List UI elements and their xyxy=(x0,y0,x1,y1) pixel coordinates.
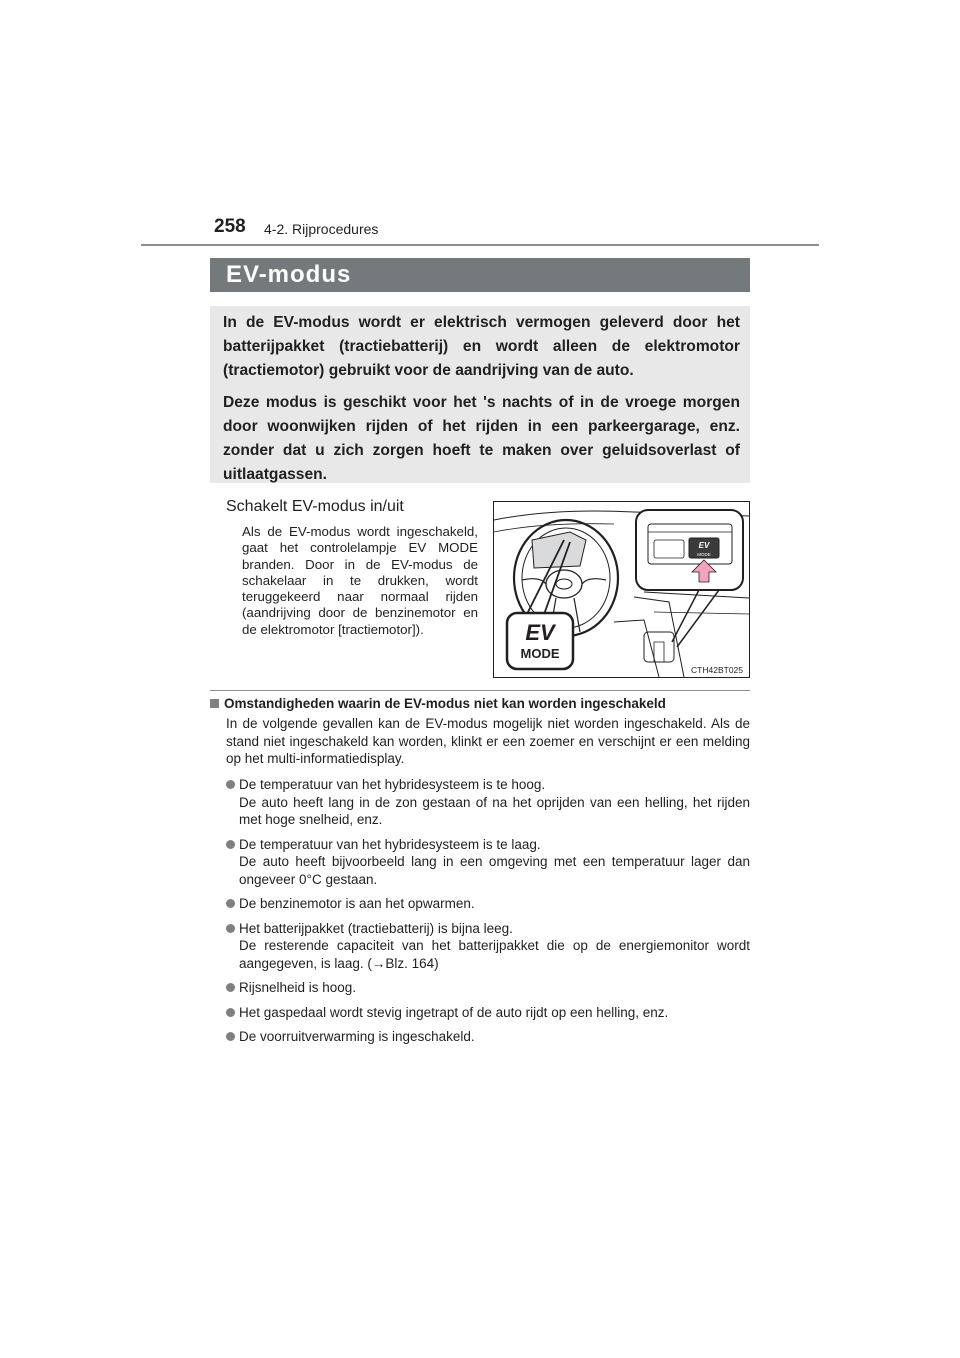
mode-indicator-label: MODE xyxy=(520,646,560,661)
list-item: De benzinemotor is aan het opwarmen. xyxy=(226,895,750,913)
list-item: Het batterijpakket (tractiebatterij) is bijna leeg. De resterende capaciteit van het batterijpakket die op de energiemonitor wordt aangegeven, is laag. (→Blz. 164) xyxy=(226,920,750,973)
page-number: 258 xyxy=(214,216,246,237)
list-item: De temperatuur van het hybridesysteem is te hoog. De auto heeft lang in de zon gestaan of na het oprijden van een helling, het rijden met hoge snelheid, enz. xyxy=(226,776,750,829)
subsection-heading xyxy=(210,696,666,711)
square-bullet-icon xyxy=(210,699,219,708)
button-mode-label: MODE xyxy=(697,552,711,557)
conditions-list xyxy=(226,776,750,1053)
list-item: Het gaspedaal wordt stevig ingetrapt of de auto rijdt op een helling, enz. xyxy=(226,1004,750,1022)
bullet-icon xyxy=(226,1032,235,1041)
step-description: Als de EV-modus wordt ingeschakeld, gaat het controlelampje EV MODE branden. Door in de EV-modus de schakelaar in te drukken, wordt teruggekeerd naar normaal rijden (aandrijving door de benzinemotor en de elektromotor [tractiemotor]). xyxy=(242,524,478,637)
intro-box xyxy=(210,306,750,483)
bullet-icon xyxy=(226,924,235,933)
button-ev-label: EV xyxy=(698,541,710,550)
list-item: De voorruitverwarming is ingeschakeld. xyxy=(226,1028,750,1046)
bullet-icon xyxy=(226,983,235,992)
step-title: Schakelt EV-modus in/uit xyxy=(226,498,404,515)
intro-paragraph-2: Deze modus is geschikt voor het 's nachts of in de vroege morgen door woonwijken rijden of het rijden in een parkeergarage, enz. zonder dat u zich zorgen hoeft te maken over geluidsoverlast of uitlaatgassen. xyxy=(223,394,740,483)
section-title: 4-2. Rijprocedures xyxy=(264,221,379,237)
subsection-body: In de volgende gevallen kan de EV-modus mogelijk niet worden ingeschakeld. Als de stand niet ingeschakeld kan worden, klinkt er een zoemer en verschijnt er een melding op het multi-informatiedisplay. xyxy=(226,716,750,766)
list-item: De temperatuur van het hybridesysteem is te laag. De auto heeft bijvoorbeeld lang in een omgeving met een temperatuur lager dan ongeveer 0°C gestaan. xyxy=(226,836,750,889)
subsection-rule xyxy=(210,690,750,691)
title-bar xyxy=(210,258,750,292)
bullet-icon xyxy=(226,780,235,789)
bullet-icon xyxy=(226,1008,235,1017)
figure-code: CTH42BT025 xyxy=(691,665,743,675)
intro-paragraph-1: In de EV-modus wordt er elektrisch vermogen geleverd door het batterijpakket (tractiebatterij) en wordt alleen de elektromotor (tractiemotor) gebruikt voor de aandrijving van de auto. xyxy=(223,314,740,379)
bullet-icon xyxy=(226,899,235,908)
page-title: EV-modus xyxy=(226,261,352,288)
subsection-heading-text: Omstandigheden waarin de EV-modus niet kan worden ingeschakeld xyxy=(224,696,666,711)
bullet-icon xyxy=(226,840,235,849)
ev-mode-switch-illustration xyxy=(493,501,750,678)
list-item: Rijsnelheid is hoog. xyxy=(226,979,750,997)
dashboard-drawing xyxy=(494,502,749,677)
header-rule xyxy=(141,244,819,246)
ev-indicator-label: EV xyxy=(525,620,555,645)
